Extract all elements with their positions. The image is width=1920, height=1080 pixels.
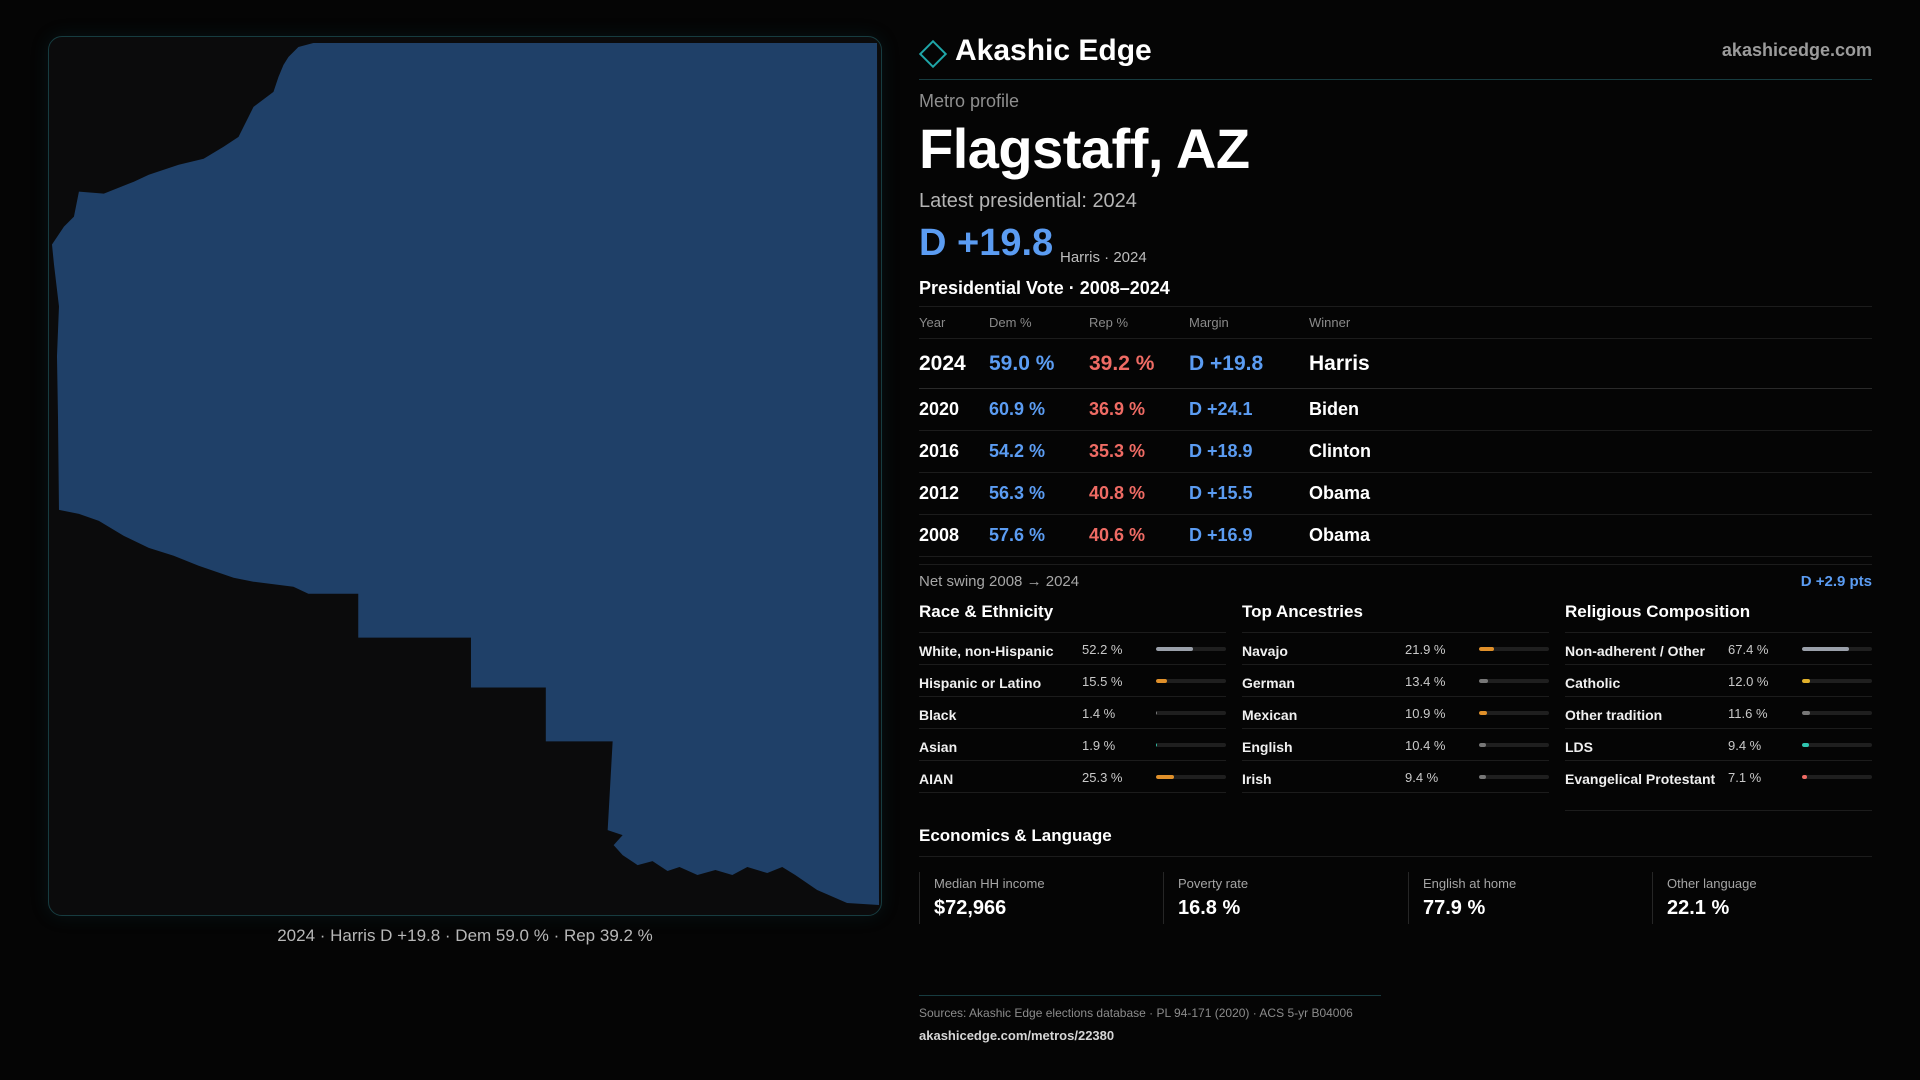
econ-label: Other language: [1667, 876, 1757, 891]
stat-percent: 25.3 %: [1082, 770, 1123, 785]
econ-cell: [1652, 872, 1872, 924]
stat-label: AIAN: [919, 771, 954, 787]
stat-label: Asian: [919, 739, 958, 755]
county-map: [48, 36, 882, 916]
econ-cell: [1408, 872, 1628, 924]
vote-table-header: [919, 307, 1872, 339]
stat-row: [1565, 761, 1872, 811]
econ-cell: [919, 872, 1139, 924]
stat-bar-fill: [1156, 711, 1157, 715]
stat-bar-fill: [1156, 647, 1193, 651]
cell-winner: Biden: [1309, 389, 1872, 431]
stat-bar: [1156, 775, 1226, 779]
cell-rep: 40.8 %: [1089, 473, 1189, 515]
stat-bar: [1156, 711, 1226, 715]
stat-percent: 15.5 %: [1082, 674, 1123, 689]
county-shape: [49, 37, 881, 915]
stat-percent: 10.9 %: [1405, 706, 1446, 721]
stat-label: English: [1242, 739, 1293, 755]
diamond-icon: [919, 40, 947, 68]
header-winner: Winner: [1309, 307, 1872, 339]
race-section: [919, 602, 1226, 793]
page-title: Flagstaff, AZ: [919, 117, 1250, 180]
stat-row: [1242, 665, 1549, 697]
cell-rep: 35.3 %: [1089, 431, 1189, 473]
cell-margin: D +24.1: [1189, 389, 1309, 431]
stat-bar-fill: [1802, 679, 1810, 683]
stat-label: Catholic: [1565, 675, 1621, 691]
cell-rep: 39.2 %: [1089, 339, 1189, 389]
stat-bar-fill: [1802, 647, 1849, 651]
cell-year: 2008: [919, 515, 989, 557]
stat-bar-fill: [1479, 647, 1494, 651]
header-year: Year: [919, 307, 989, 339]
header-dem: Dem %: [989, 307, 1089, 339]
stat-row: [919, 697, 1226, 729]
sources-link[interactable]: akashicedge.com/metros/22380: [919, 1028, 1115, 1043]
stat-bar-fill: [1802, 711, 1810, 715]
cell-margin: D +15.5: [1189, 473, 1309, 515]
religion-section: [1565, 602, 1872, 811]
table-row: [919, 339, 1872, 389]
vote-table: [919, 306, 1872, 557]
net-swing-label: Net swing 2008 → 2024: [919, 573, 1080, 590]
headline-margin-sub: Harris · 2024: [1060, 249, 1147, 266]
econ-value: $72,966: [934, 897, 1007, 919]
stat-row: [1242, 633, 1549, 665]
stat-bar-fill: [1479, 775, 1486, 779]
cell-year: 2016: [919, 431, 989, 473]
header-margin: Margin: [1189, 307, 1309, 339]
stat-bar-fill: [1479, 743, 1486, 747]
stat-bar: [1802, 743, 1872, 747]
cell-margin: D +19.8: [1189, 339, 1309, 389]
stat-bar: [1479, 679, 1549, 683]
stat-percent: 67.4 %: [1728, 642, 1769, 657]
stat-label: Evangelical Protestant: [1565, 771, 1716, 787]
stat-percent: 7.1 %: [1728, 770, 1762, 785]
stat-percent: 52.2 %: [1082, 642, 1123, 657]
sources: [919, 995, 1381, 1043]
cell-margin: D +18.9: [1189, 431, 1309, 473]
stat-row: [1565, 697, 1872, 729]
eyebrow: Metro profile: [919, 91, 1020, 111]
cell-rep: 40.6 %: [1089, 515, 1189, 557]
stat-row: [1565, 665, 1872, 697]
stat-bar: [1479, 743, 1549, 747]
stat-bar: [1479, 775, 1549, 779]
econ-label: Poverty rate: [1178, 876, 1249, 891]
econ-cell: [1163, 872, 1383, 924]
table-row: [919, 515, 1872, 557]
stat-bar-fill: [1156, 743, 1157, 747]
cell-winner: Obama: [1309, 473, 1872, 515]
stat-percent: 13.4 %: [1405, 674, 1446, 689]
stat-bar-fill: [1156, 679, 1167, 683]
econ-value: 77.9 %: [1423, 897, 1486, 919]
table-row: [919, 431, 1872, 473]
economics-title: Economics & Language: [919, 826, 1872, 857]
net-swing: [919, 564, 1872, 594]
stat-bar: [1156, 743, 1226, 747]
cell-dem: 59.0 %: [989, 339, 1089, 389]
econ-label: Median HH income: [934, 876, 1045, 891]
stat-bar: [1479, 647, 1549, 651]
table-row: [919, 473, 1872, 515]
table-row: [919, 389, 1872, 431]
stat-bar-fill: [1479, 679, 1488, 683]
cell-year: 2012: [919, 473, 989, 515]
county-polygon: [52, 43, 879, 905]
econ-value: 22.1 %: [1667, 897, 1730, 919]
stat-bar-fill: [1802, 743, 1809, 747]
stat-label: LDS: [1565, 739, 1593, 755]
stat-bar: [1802, 711, 1872, 715]
stat-row: [919, 665, 1226, 697]
cell-dem: 54.2 %: [989, 431, 1089, 473]
cell-year: 2024: [919, 339, 989, 389]
cell-dem: 60.9 %: [989, 389, 1089, 431]
header: [919, 34, 1872, 80]
stat-percent: 9.4 %: [1405, 770, 1439, 785]
stat-bar: [1479, 711, 1549, 715]
cell-winner: Obama: [1309, 515, 1872, 557]
stat-percent: 21.9 %: [1405, 642, 1446, 657]
stat-bar: [1802, 679, 1872, 683]
stat-label: Non-adherent / Other: [1565, 643, 1706, 659]
stat-row: [1242, 729, 1549, 761]
stat-bar-fill: [1156, 775, 1174, 779]
stat-bar: [1156, 647, 1226, 651]
stat-row: [1565, 633, 1872, 665]
stat-percent: 10.4 %: [1405, 738, 1446, 753]
sources-text: Sources: Akashic Edge elections database · PL 94-171 (2020) · ACS 5-yr B04006: [919, 1006, 1353, 1020]
brand-name[interactable]: Akashic Edge: [955, 34, 1152, 67]
cell-year: 2020: [919, 389, 989, 431]
stat-percent: 9.4 %: [1728, 738, 1762, 753]
econ-value: 16.8 %: [1178, 897, 1241, 919]
stat-bar-fill: [1479, 711, 1487, 715]
stat-label: Other tradition: [1565, 707, 1663, 723]
stat-label: White, non-Hispanic: [919, 643, 1054, 659]
header-rep: Rep %: [1089, 307, 1189, 339]
econ-label: English at home: [1423, 876, 1517, 891]
stat-label: Mexican: [1242, 707, 1298, 723]
religion-title: Religious Composition: [1565, 602, 1872, 633]
stat-label: Irish: [1242, 771, 1272, 787]
stat-row: [1242, 697, 1549, 729]
stat-percent: 12.0 %: [1728, 674, 1769, 689]
race-title: Race & Ethnicity: [919, 602, 1226, 633]
ancestry-title: Top Ancestries: [1242, 602, 1549, 633]
latest-label: Latest presidential: 2024: [919, 190, 1137, 212]
stat-row: [1565, 729, 1872, 761]
cell-winner: Harris: [1309, 339, 1872, 389]
stat-row: [1242, 761, 1549, 793]
cell-dem: 56.3 %: [989, 473, 1089, 515]
stat-percent: 1.9 %: [1082, 738, 1116, 753]
cell-dem: 57.6 %: [989, 515, 1089, 557]
stat-label: Hispanic or Latino: [919, 675, 1042, 691]
stat-row: [919, 729, 1226, 761]
stat-percent: 11.6 %: [1728, 706, 1768, 721]
stat-label: Navajo: [1242, 643, 1288, 659]
stat-label: Black: [919, 707, 957, 723]
cell-rep: 36.9 %: [1089, 389, 1189, 431]
stat-bar-fill: [1802, 775, 1807, 779]
stat-row: [919, 761, 1226, 793]
map-caption: 2024 · Harris D +19.8 · Dem 59.0 % · Rep 39.2 %: [277, 926, 653, 945]
stat-bar: [1802, 775, 1872, 779]
stat-row: [919, 633, 1226, 665]
stat-label: German: [1242, 675, 1295, 691]
stat-bar: [1156, 679, 1226, 683]
net-swing-value: D +2.9 pts: [1800, 573, 1872, 590]
headline-margin: D +19.8: [919, 222, 1054, 264]
stat-bar: [1802, 647, 1872, 651]
cell-winner: Clinton: [1309, 431, 1872, 473]
vote-table-title: Presidential Vote · 2008–2024: [919, 278, 1170, 298]
site-link[interactable]: akashicedge.com: [1721, 40, 1872, 60]
ancestry-section: [1242, 602, 1549, 793]
cell-margin: D +16.9: [1189, 515, 1309, 557]
stat-percent: 1.4 %: [1082, 706, 1116, 721]
